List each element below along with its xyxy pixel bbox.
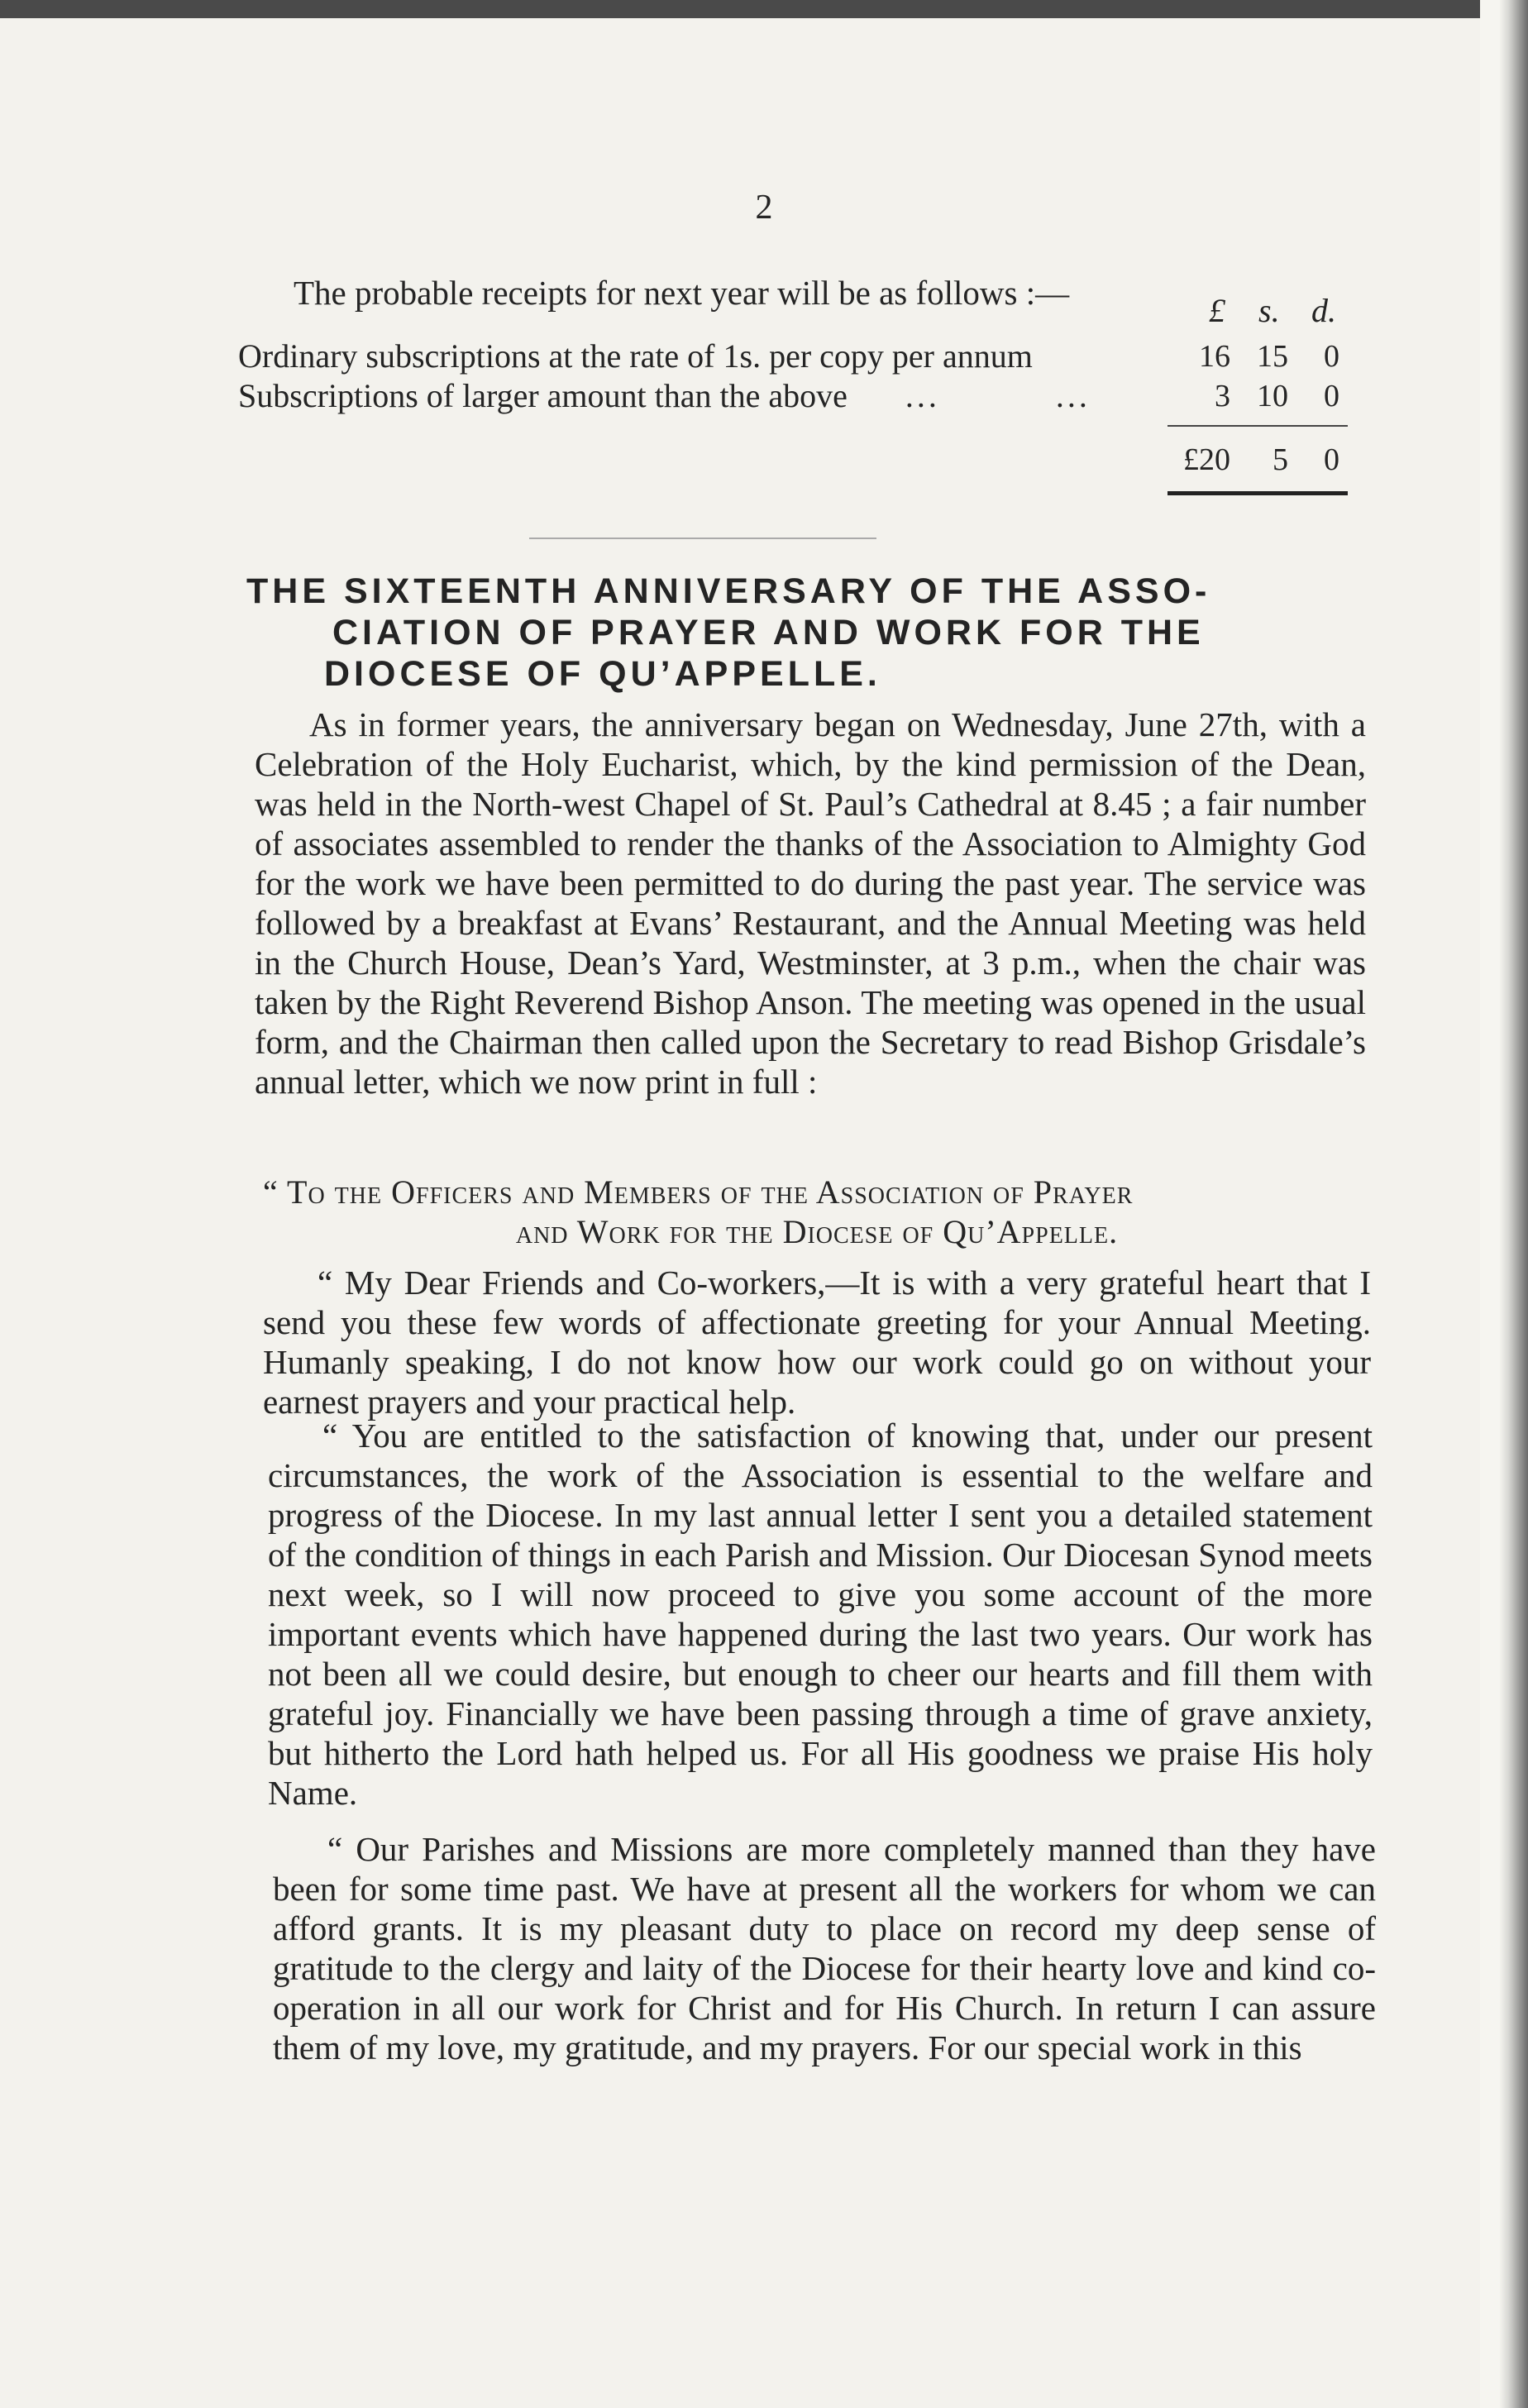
receipts-intro: The probable receipts for next year will be as follows :—: [294, 274, 1070, 312]
total-pounds: £20: [1183, 442, 1230, 477]
address-line: and Work for the Diocese of Qu’Appelle.: [515, 1213, 1119, 1250]
total-shillings: 5: [1273, 442, 1288, 477]
receipt-pence: 0: [1324, 379, 1339, 413]
receipt-row-label: [238, 376, 1091, 415]
receipt-shillings: 15: [1257, 339, 1288, 374]
receipt-pence: 0: [1324, 339, 1339, 374]
heading-line: THE SIXTEENTH ANNIVERSARY OF THE ASSO-: [246, 571, 1211, 611]
total-pence: 0: [1324, 442, 1339, 477]
paragraph: “ My Dear Friends and Co-workers,—It is with a very grateful heart that I send you these few words of affectionate greeting for your Annual Meeting. Humanly speaking, I do not know how our work could go on without your earnest prayers and your practical help.: [263, 1264, 1371, 1421]
receipt-label-text: Subscriptions of larger amount than the above: [238, 377, 848, 414]
page-number: 2: [755, 189, 773, 227]
paragraph: “ Our Parishes and Missions are more completely manned than they have been for some time past. We have at present all the workers for whom we can afford grants. It is my pleasant duty to place on record my deep sense of gratitude to the clergy and laity of the Diocese for their hearty love and kind co-operation in all our work for Christ and for His Church. In return I can assure them of my love, my gratitude, and my prayers. For our special work in this: [273, 1830, 1376, 2066]
total-rule: [1167, 491, 1348, 495]
heading-line: DIOCESE OF QU’APPELLE.: [324, 654, 881, 694]
scan-top-border: [0, 0, 1528, 18]
leader-dots: ... ...: [905, 377, 1091, 414]
receipt-pounds: 3: [1215, 379, 1230, 413]
document-page: [0, 18, 1487, 2408]
receipt-shillings: 10: [1257, 379, 1288, 413]
receipt-pounds: 16: [1199, 339, 1230, 374]
shillings-header: s.: [1258, 292, 1280, 329]
paragraph: As in former years, the anniversary began on Wednesday, June 27th, with a Celebration of the Holy Eucharist, which, by the kind permission of the Dean, was held in the North-west Chapel of St. Paul’s Cathedral at 8.45 ; a fair number of associates assembled to render the thanks of the Association to Almighty God for the work we have been permitted to do during the past year. The service was followed by a breakfast at Evans’ Restaurant, and the Annual Meeting was held in the Church House, Dean’s Yard, Westminster, at 3 p.m., when the chair was taken by the Right Reverend Bishop Anson. The meeting was opened in the usual form, and the Chairman then called upon the Secretary to read Bishop Grisdale’s annual letter, which we now print in full :: [255, 705, 1366, 1101]
heading-line: CIATION OF PRAYER AND WORK FOR THE: [332, 613, 1205, 652]
page-right-edge: [1480, 0, 1528, 2408]
pounds-header: £: [1209, 292, 1225, 329]
letter-address: [263, 1173, 1371, 1252]
address-line: “ To the Officers and Members of the Association of Prayer: [263, 1173, 1134, 1211]
sum-rule: [1167, 425, 1348, 427]
receipt-row-label: Ordinary subscriptions at the rate of 1s. per copy per annum: [238, 337, 1033, 375]
section-divider: [529, 538, 876, 539]
pence-header: d.: [1311, 292, 1336, 329]
section-heading: [246, 571, 1354, 695]
paragraph: “ You are entitled to the satisfaction of knowing that, under our present circumstances, the work of the Association is essential to the welfare and progress of the Diocese. In my last annual letter I sent you a detailed statement of the condition of things in each Parish and Mission. Our Diocesan Synod meets next week, so I will now proceed to give you some account of the more important events which have happened during the last two years. Our work has not been all we could desire, but enough to cheer our hearts and fill them with grateful joy. Financially we have been passing through a time of grave anxiety, but hitherto the Lord hath helped us. For all His goodness we praise His holy Name.: [268, 1417, 1373, 1812]
